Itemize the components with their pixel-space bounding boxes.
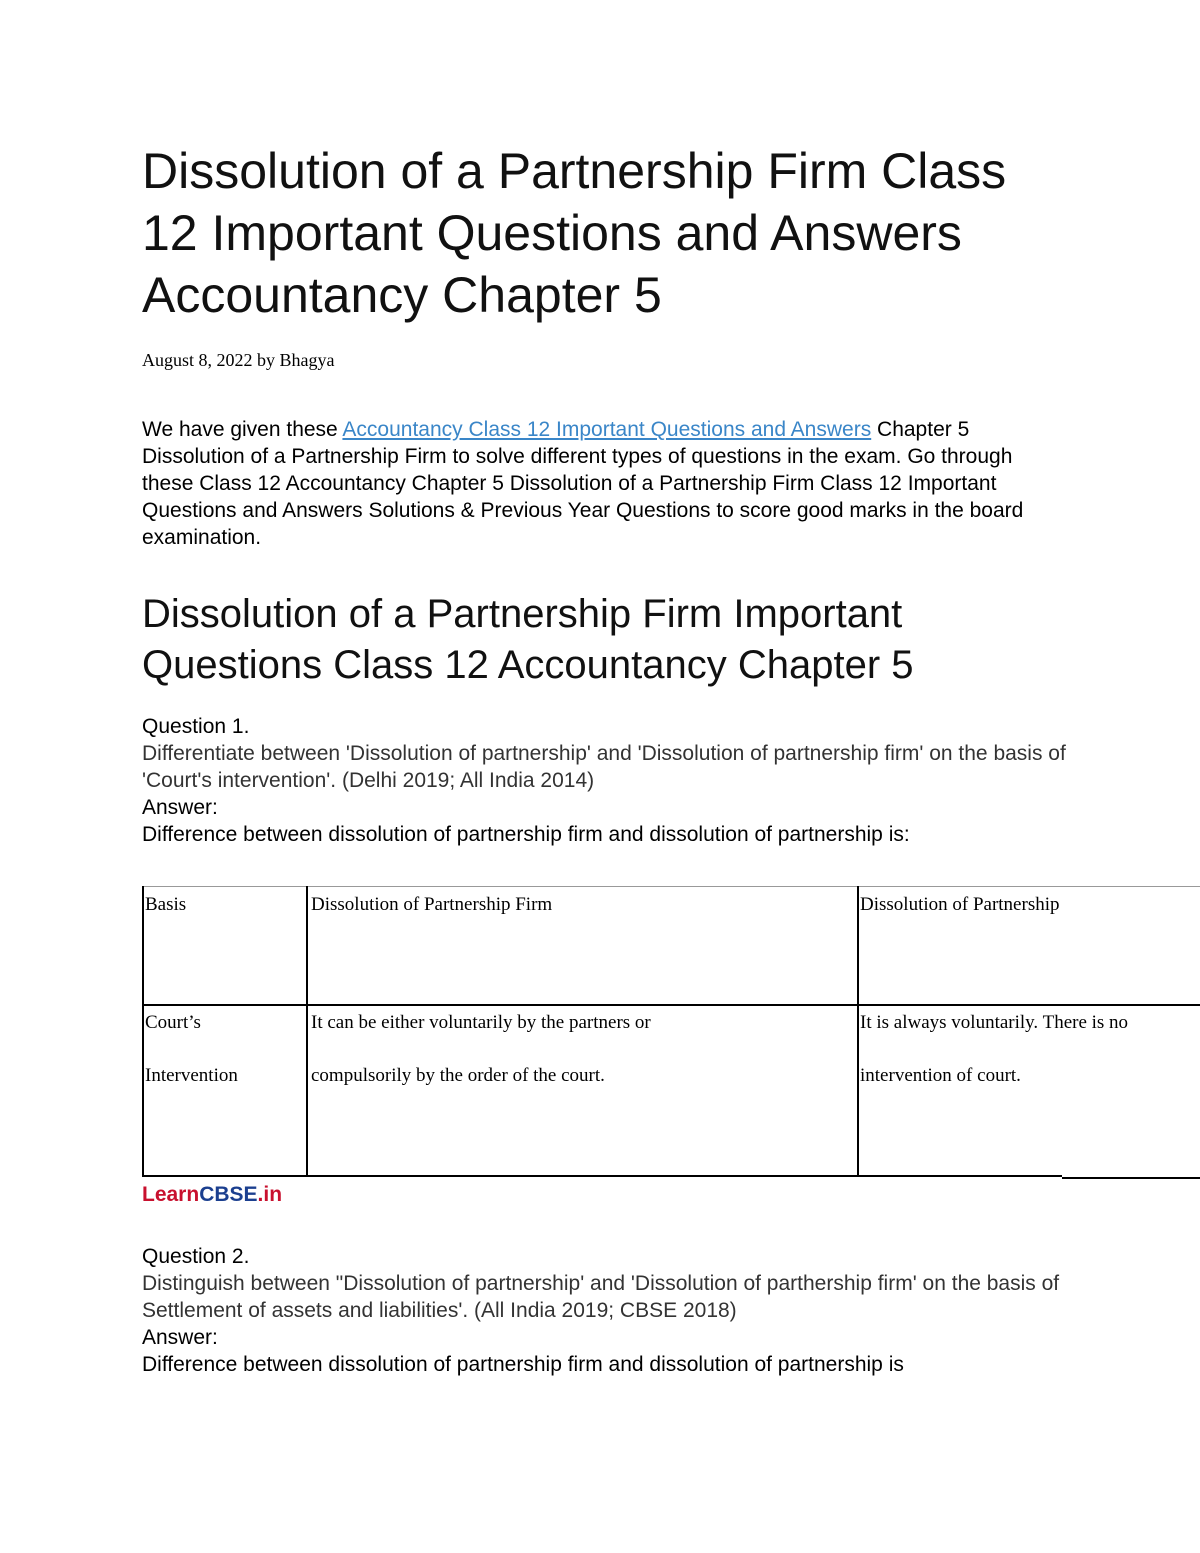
accountancy-questions-link[interactable]: Accountancy Class 12 Important Questions and Answers: [342, 418, 872, 441]
table-left-border: [142, 886, 144, 1177]
answer-1-text: Difference between dissolution of partnership firm and dissolution of partnership is:: [142, 823, 910, 846]
intro-text-end: Chapter 5 Dissolution of a Partnership Firm to solve different types of questions in the exam. Go through these Class 12 Accountancy Chapter 5 Dissolution of a Partnership Firm Class 12 Important Questions and Answers Solutions & Previous Year Questions to score good marks in the board examination.: [142, 418, 1024, 549]
post-meta: August 8, 2022 by Bhagya: [142, 350, 335, 370]
question-2-label: Question 2.: [142, 1245, 250, 1268]
table-bottom-border-offset: [1062, 1177, 1200, 1179]
table-col-divider-2: [857, 886, 859, 1177]
comparison-table: [142, 886, 1200, 1177]
table-bottom-border: [142, 1175, 1062, 1177]
page-title: Dissolution of a Partnership Firm Class 12 Important Questions and Answers Accountancy Chapter 5: [142, 143, 1007, 323]
intro-paragraph: [142, 416, 1062, 551]
table-header-partnership: Dissolution of Partnership: [860, 894, 1060, 915]
table-header-firm: Dissolution of Partnership Firm: [311, 894, 553, 915]
logo-cbse-text: CBSE: [199, 1183, 258, 1206]
section-heading: Dissolution of a Partnership Firm Important Questions Class 12 Accountancy Chapter 5: [142, 592, 914, 687]
question-1-text: Differentiate between 'Dissolution of partnership' and 'Dissolution of partnership firm' on the basis of 'Court's intervention'. (Delhi 2019; All India 2014): [142, 742, 1066, 792]
answer-2-text: Difference between dissolution of partnership firm and dissolution of partnership is: [142, 1353, 904, 1376]
table-header-basis: Basis: [145, 894, 187, 915]
question-2: [142, 1243, 1102, 1378]
logo-learn-text: Learn: [142, 1183, 200, 1206]
question-1-label: Question 1.: [142, 715, 250, 738]
table-cell-partnership-line-1: It is always voluntarily. There is no: [860, 1012, 1129, 1033]
table-cell-basis-line-2: Intervention: [145, 1065, 238, 1086]
logo-tld-text: .in: [257, 1183, 283, 1206]
question-1: [142, 713, 1102, 848]
table-cell-partnership-line-2: intervention of court.: [860, 1065, 1021, 1086]
intro-text-start: We have given these: [142, 418, 343, 441]
table-col-divider-1: [306, 886, 308, 1177]
table-cell-basis-line-1: Court’s: [145, 1012, 201, 1033]
table-cell-firm-line-2: compulsorily by the order of the court.: [311, 1065, 605, 1086]
answer-1-label: Answer:: [142, 796, 218, 819]
answer-2-label: Answer:: [142, 1326, 218, 1349]
table-cell-firm-line-1: It can be either voluntarily by the partners or: [311, 1012, 651, 1033]
question-2-text: Distinguish between "Dissolution of partnership' and 'Dissolution of parthership firm' on the basis of Settlement of assets and liabilities'. (All India 2019; CBSE 2018): [142, 1272, 1060, 1322]
learncbse-logo: [142, 1181, 282, 1209]
